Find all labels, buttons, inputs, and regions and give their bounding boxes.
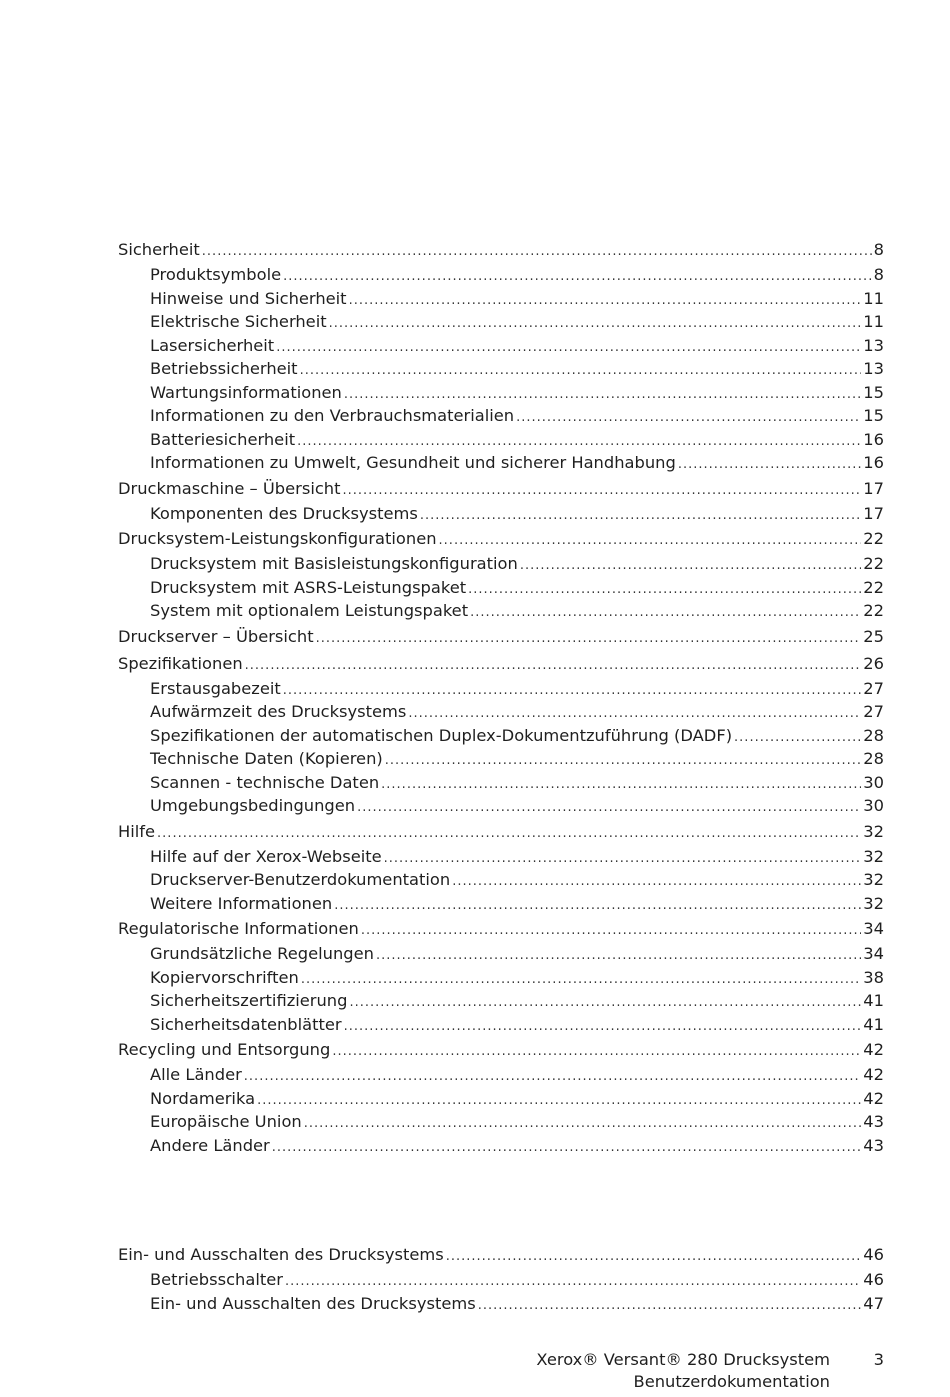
toc-entry-page: 27	[863, 702, 884, 721]
toc-dot-leader	[349, 991, 861, 1013]
toc-entry-page: 22	[863, 601, 884, 620]
toc-dot-leader	[452, 870, 861, 892]
toc-entry-title: Informationen zu den Verbrauchsmaterialien	[150, 406, 515, 425]
toc-dot-leader	[245, 652, 862, 677]
toc-dot-leader	[316, 625, 862, 650]
toc-dot-leader	[470, 601, 861, 623]
toc-dot-leader	[202, 238, 872, 263]
toc-entry-title: Umgebungsbedingungen	[150, 796, 356, 815]
toc-section-entry[interactable]	[118, 868, 884, 892]
toc-section-entry[interactable]	[118, 310, 884, 334]
toc-dot-leader	[334, 894, 861, 916]
toc-entry-title: Aufwärmzeit des Drucksystems	[150, 702, 407, 721]
toc-entry-page: 32	[863, 893, 884, 913]
toc-entry-title: Technische Daten (Kopieren)	[150, 749, 383, 768]
toc-section-entry[interactable]	[118, 287, 884, 311]
toc-chapter-entry[interactable]	[118, 650, 884, 677]
toc-dot-leader	[300, 359, 862, 381]
toc-entry-title: Recycling und Entsorgung	[118, 1040, 331, 1059]
toc-section-entry[interactable]	[118, 677, 884, 701]
toc-entry-title: Druckserver-Benutzerdokumentation	[150, 870, 451, 889]
page-number: 3	[873, 1350, 884, 1369]
toc-chapter-entry[interactable]	[118, 236, 884, 263]
footer-doc-line: Benutzerdokumentation	[633, 1372, 830, 1391]
toc-entry-page: 15	[863, 406, 884, 425]
toc-entry-title: Sicherheitszertifizierung	[150, 991, 348, 1010]
toc-entry-title: Druckmaschine – Übersicht	[118, 478, 341, 498]
toc-entry-title: Kopiervorschriften	[150, 967, 299, 987]
toc-dot-leader	[344, 1015, 862, 1037]
toc-dot-leader	[349, 289, 862, 311]
toc-entry-title: Europäische Union	[150, 1112, 302, 1131]
toc-entry-page: 27	[863, 678, 884, 698]
toc-entry-page: 42	[863, 1088, 884, 1108]
toc-entry-title: Scannen - technische Daten	[150, 772, 380, 792]
toc-entry-page: 13	[863, 359, 884, 378]
toc-entry-title: Drucksystem mit ASRS-Leistungspaket	[150, 577, 467, 597]
toc-dot-leader	[357, 796, 861, 818]
toc-entry-page: 15	[863, 382, 884, 402]
toc-entry-page: 38	[863, 967, 884, 987]
toc-chapter-entry[interactable]	[118, 1036, 884, 1063]
toc-entry-title: Lasersicherheit	[150, 335, 275, 355]
toc-dot-leader	[285, 1270, 861, 1292]
toc-dot-leader	[516, 406, 861, 428]
toc-section-entry[interactable]	[118, 1110, 884, 1134]
toc-entry-page: 16	[863, 429, 884, 449]
toc-chapter-entry[interactable]	[118, 475, 884, 502]
toc-entry-page: 28	[863, 749, 884, 768]
toc-entry-title: Betriebssicherheit	[150, 359, 298, 378]
toc-section-entry[interactable]	[118, 552, 884, 576]
toc-entry-title: Ein- und Ausschalten des Drucksystems	[150, 1293, 476, 1313]
toc-entry-page: 26	[863, 653, 884, 673]
toc-entry-page: 11	[863, 288, 884, 308]
toc-dot-leader	[272, 1136, 862, 1158]
toc-dot-leader	[376, 944, 861, 966]
toc-section-main	[118, 236, 884, 1157]
toc-dot-leader	[301, 968, 861, 990]
toc-chapter-entry[interactable]	[118, 1241, 884, 1268]
toc-dot-leader	[332, 1038, 861, 1063]
toc-entry-page: 32	[863, 846, 884, 866]
toc-section-entry[interactable]	[118, 576, 884, 600]
toc-entry-page: 22	[863, 554, 884, 573]
toc-section-entry[interactable]	[118, 1063, 884, 1087]
toc-dot-leader	[283, 265, 872, 287]
toc-section-entry[interactable]	[118, 599, 884, 623]
toc-section-entry[interactable]	[118, 1268, 884, 1292]
toc-entry-title: System mit optionalem Leistungspaket	[150, 601, 469, 620]
toc-dot-leader	[344, 383, 861, 405]
toc-entry-title: Spezifikationen der automatischen Duplex-Dokumentzuführung (DADF)	[150, 725, 733, 745]
toc-section-entry[interactable]	[118, 966, 884, 990]
toc-section-entry[interactable]	[118, 724, 884, 748]
toc-entry-title: Sicherheitsdatenblätter	[150, 1014, 342, 1034]
toc-section-entry[interactable]	[118, 794, 884, 818]
toc-section-entry[interactable]	[118, 381, 884, 405]
toc-section-entry[interactable]	[118, 1134, 884, 1158]
toc-dot-leader	[446, 1243, 862, 1268]
toc-entry-title: Sicherheit	[118, 240, 200, 259]
toc-section-entry[interactable]	[118, 357, 884, 381]
toc-section-entry[interactable]	[118, 404, 884, 428]
toc-entry-page: 42	[863, 1040, 884, 1059]
toc-entry-title: Produktsymbole	[150, 265, 282, 284]
toc-section-second	[118, 1241, 884, 1315]
toc-dot-leader	[384, 847, 862, 869]
footer-product-line: Xerox® Versant® 280 Drucksystem	[536, 1350, 830, 1369]
toc-entry-page: 34	[863, 944, 884, 963]
toc-dot-leader	[478, 1294, 862, 1316]
toc-dot-leader	[329, 312, 862, 334]
toc-entry-page: 46	[863, 1245, 884, 1264]
toc-section-entry[interactable]	[118, 700, 884, 724]
toc-entry-page: 8	[873, 265, 884, 284]
toc-entry-page: 43	[863, 1135, 884, 1155]
toc-entry-title: Alle Länder	[150, 1065, 242, 1084]
toc-entry-page: 46	[863, 1270, 884, 1289]
toc-dot-leader	[520, 554, 861, 576]
toc-entry-page: 17	[863, 503, 884, 523]
toc-entry-page: 28	[863, 725, 884, 745]
toc-chapter-entry[interactable]	[118, 818, 884, 845]
toc-entry-title: Hilfe	[118, 821, 156, 841]
toc-entry-title: Drucksystem mit Basisleistungskonfiguration	[150, 554, 518, 573]
toc-dot-leader	[276, 336, 861, 358]
toc-dot-leader	[257, 1089, 861, 1111]
toc-dot-leader	[361, 917, 861, 942]
toc-entry-title: Hinweise und Sicherheit	[150, 288, 347, 308]
toc-entry-page: 34	[863, 919, 884, 938]
toc-entry-title: Regulatorische Informationen	[118, 919, 359, 938]
toc-entry-title: Informationen zu Umwelt, Gesundheit und sicherer Handhabung	[150, 453, 676, 472]
toc-entry-page: 42	[863, 1065, 884, 1084]
toc-section-entry[interactable]	[118, 502, 884, 526]
toc-entry-page: 13	[863, 335, 884, 355]
toc-entry-page: 22	[863, 529, 884, 548]
toc-section-entry[interactable]	[118, 263, 884, 287]
toc-entry-page: 41	[863, 991, 884, 1010]
toc-entry-page: 25	[863, 626, 884, 646]
toc-section-entry[interactable]	[118, 845, 884, 869]
toc-dot-leader	[385, 749, 862, 771]
toc-dot-leader	[439, 527, 862, 552]
toc-entry-title: Betriebsschalter	[150, 1270, 283, 1289]
toc-section-entry[interactable]	[118, 428, 884, 452]
toc-entry-title: Grundsätzliche Regelungen	[150, 944, 374, 963]
toc-entry-page: 43	[863, 1112, 884, 1131]
toc-section-entry[interactable]	[118, 1087, 884, 1111]
toc-dot-leader	[420, 504, 861, 526]
toc-dot-leader	[408, 702, 861, 724]
toc-section-entry[interactable]	[118, 451, 884, 475]
toc-dot-leader	[343, 477, 862, 502]
toc-entry-title: Drucksystem-Leistungskonfigurationen	[118, 529, 437, 548]
toc-entry-page: 47	[863, 1293, 884, 1313]
toc-dot-leader	[244, 1065, 861, 1087]
toc-chapter-entry[interactable]	[118, 525, 884, 552]
toc-section-entry[interactable]	[118, 771, 884, 795]
toc-entry-page: 32	[863, 870, 884, 889]
toc-entry-page: 41	[863, 1014, 884, 1034]
toc-entry-page: 8	[873, 240, 884, 259]
toc-entry-title: Spezifikationen	[118, 653, 243, 673]
toc-entry-title: Batteriesicherheit	[150, 429, 296, 449]
toc-entry-page: 11	[863, 312, 884, 331]
toc-dot-leader	[678, 453, 861, 475]
page-footer	[400, 1349, 830, 1393]
toc-section-entry[interactable]	[118, 892, 884, 916]
toc-entry-title: Ein- und Ausschalten des Drucksystems	[118, 1245, 444, 1264]
toc-entry-title: Wartungsinformationen	[150, 382, 342, 402]
toc-chapter-entry[interactable]	[118, 623, 884, 650]
toc-chapter-entry[interactable]	[118, 915, 884, 942]
toc-section-entry[interactable]	[118, 334, 884, 358]
toc-dot-leader	[381, 773, 861, 795]
toc-entry-title: Erstausgabezeit	[150, 678, 281, 698]
toc-entry-title: Hilfe auf der Xerox-Webseite	[150, 846, 382, 866]
toc-section-entry[interactable]	[118, 1292, 884, 1316]
toc-entry-page: 22	[863, 577, 884, 597]
toc-entry-title: Weitere Informationen	[150, 893, 333, 913]
toc-entry-title: Andere Länder	[150, 1135, 270, 1155]
toc-section-entry[interactable]	[118, 1013, 884, 1037]
toc-section-entry[interactable]	[118, 942, 884, 966]
toc-dot-leader	[297, 430, 861, 452]
toc-dot-leader	[734, 726, 861, 748]
toc-entry-page: 30	[863, 772, 884, 792]
toc-entry-title: Nordamerika	[150, 1088, 256, 1108]
toc-dot-leader	[157, 820, 861, 845]
toc-dot-leader	[468, 578, 861, 600]
toc-dot-leader	[283, 679, 862, 701]
toc-entry-page: 16	[863, 453, 884, 472]
toc-entry-title: Druckserver – Übersicht	[118, 626, 314, 646]
toc-entry-title: Komponenten des Drucksystems	[150, 503, 418, 523]
toc-dot-leader	[304, 1112, 862, 1134]
toc-section-entry[interactable]	[118, 989, 884, 1013]
toc-entry-page: 32	[863, 821, 884, 841]
toc-entry-page: 17	[863, 478, 884, 498]
toc-entry-title: Elektrische Sicherheit	[150, 312, 327, 331]
toc-entry-page: 30	[863, 796, 884, 815]
toc-section-entry[interactable]	[118, 747, 884, 771]
